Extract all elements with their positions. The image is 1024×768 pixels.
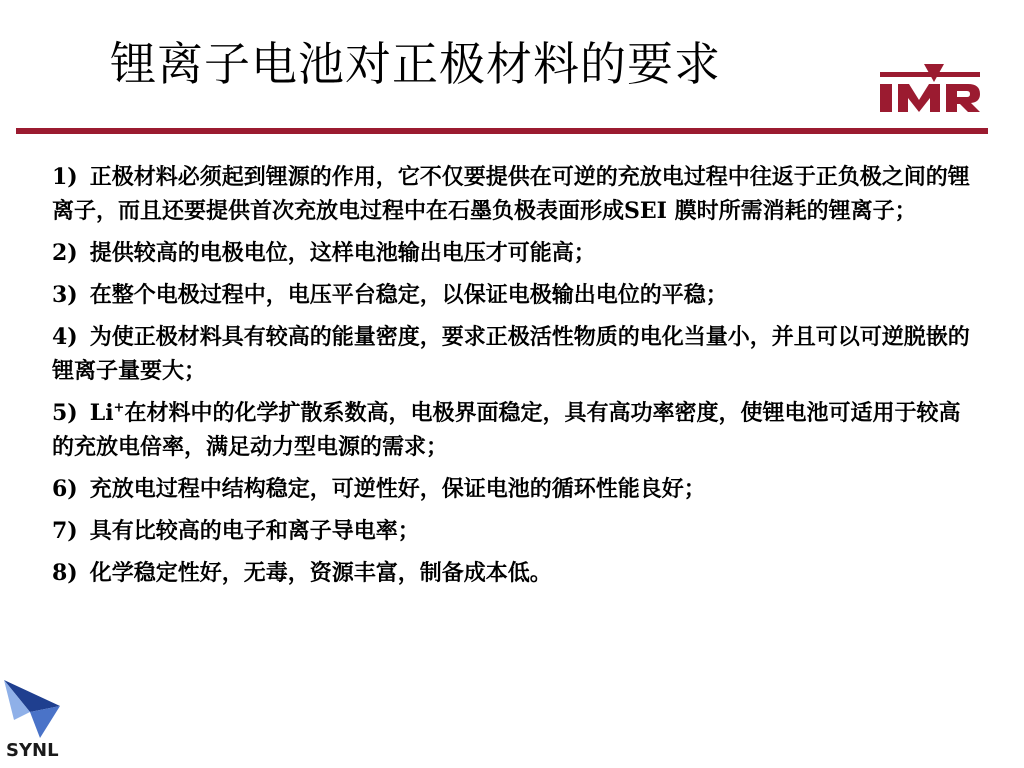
list-item-number: 1) <box>52 164 78 190</box>
list-item <box>52 514 982 548</box>
title-divider <box>16 128 988 134</box>
synl-logo-icon <box>0 676 70 740</box>
list-item <box>52 160 982 228</box>
list-item-text: 提供较高的电极电位，这样电池输出电压才可能高； <box>89 240 596 266</box>
synl-logo-text: SYNL <box>6 740 59 761</box>
ion-charge: + <box>113 400 125 416</box>
list-item-number: 4) <box>52 324 78 350</box>
requirements-list <box>52 160 982 598</box>
list-item-text: 为使正极材料具有较高的能量密度，要求正极活性物质的电化当量小，并且可以可逆脱嵌的锂离子量要大； <box>52 324 970 384</box>
list-item-number: 8) <box>52 560 78 586</box>
list-item-text: 具有比较高的电子和离子导电率； <box>89 518 420 544</box>
list-item-number: 7) <box>52 518 78 544</box>
lithium-symbol: Li <box>89 400 114 426</box>
list-item <box>52 236 982 270</box>
list-item <box>52 396 982 464</box>
list-item-text: 在材料中的化学扩散系数高，电极界面稳定，具有高功率密度，使锂电池可适用于较高的充放电倍率，满足动力型电源的需求； <box>52 400 961 460</box>
imr-logo-icon <box>874 62 986 116</box>
list-item <box>52 556 982 590</box>
list-item <box>52 278 982 312</box>
list-item-number: 2) <box>52 240 78 266</box>
slide-title: 锂离子电池对正极材料的要求 <box>110 37 721 91</box>
list-item-number: 3) <box>52 282 78 308</box>
list-item-text: 化学稳定性好，无毒，资源丰富，制备成本低。 <box>89 560 552 586</box>
list-item-text: 充放电过程中结构稳定，可逆性好，保证电池的循环性能良好； <box>89 476 706 502</box>
list-item-number: 6) <box>52 476 78 502</box>
list-item-number: 5) <box>52 400 78 426</box>
list-item <box>52 472 982 506</box>
list-item-text: 正极材料必须起到锂源的作用，它不仅要提供在可逆的充放电过程中往返于正负极之间的锂离子，而且还要提供首次充放电过程中在石墨负极表面形成SEI 膜时所需消耗的锂离子； <box>52 164 970 224</box>
list-item <box>52 320 982 388</box>
list-item-text: 在整个电极过程中，电压平台稳定，以保证电极输出电位的平稳； <box>89 282 728 308</box>
synl-logo <box>0 676 70 764</box>
